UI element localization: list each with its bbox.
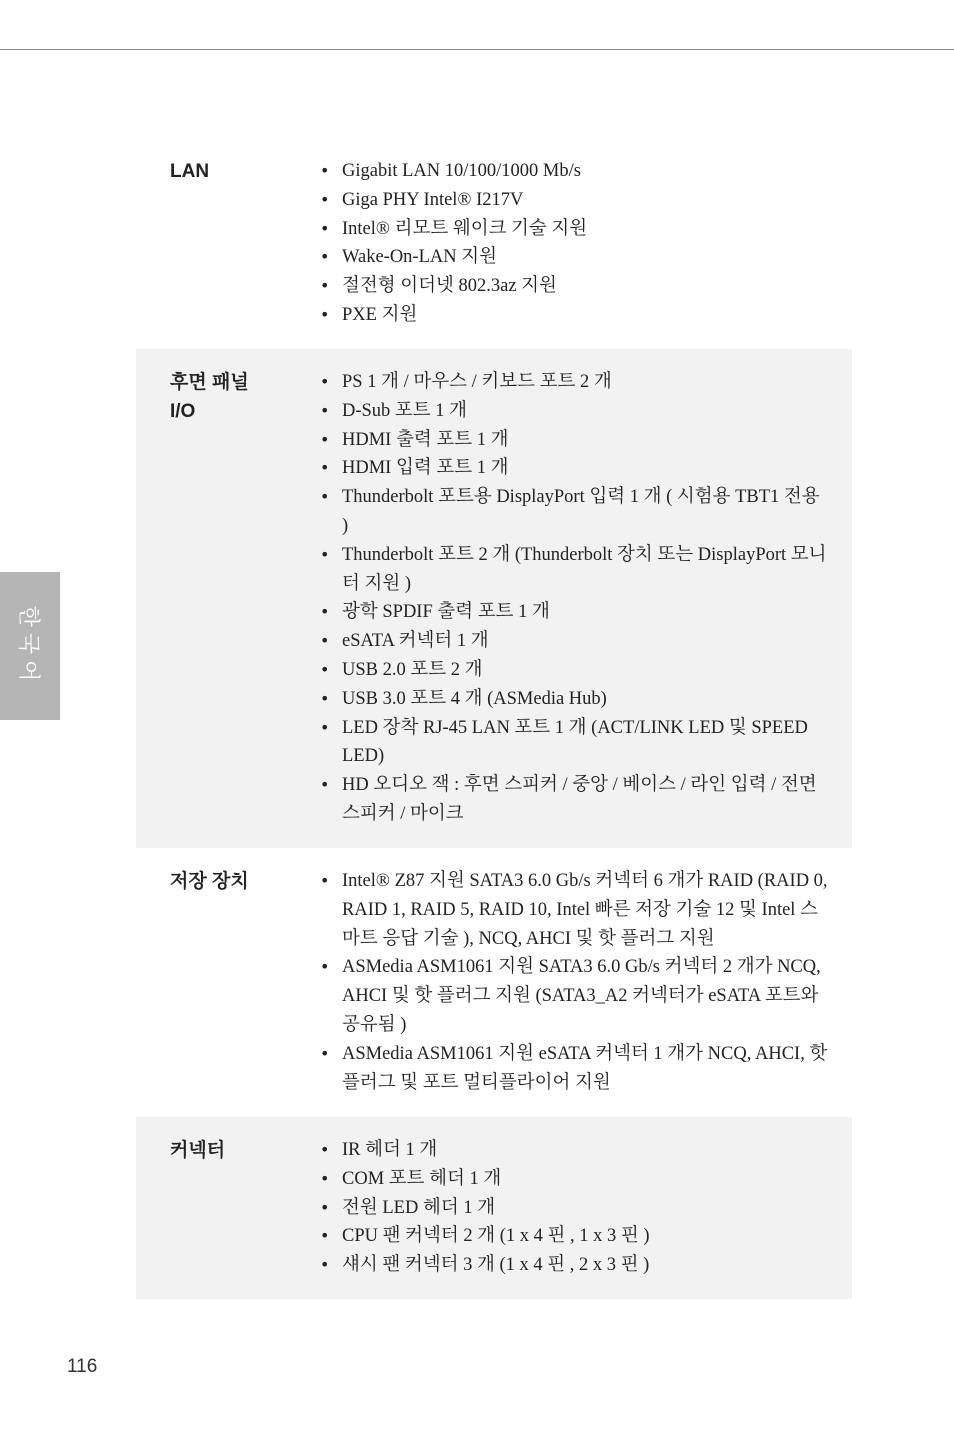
section-label-line: 후면 패널 xyxy=(170,372,249,393)
section-label xyxy=(170,368,249,426)
list-item: • IR 헤더 1 개 xyxy=(342,1136,828,1165)
list-item: • HDMI 출력 포트 1 개 xyxy=(342,426,828,455)
list-item: • ASMedia ASM1061 지원 SATA3 6.0 Gb/s 커넥터 2 개가 NCQ, AHCI 및 핫 플러그 지원 (SATA3_A2 커넥터가 eSATA 포트와 공유됨 ) xyxy=(342,953,828,1039)
list-item: • Giga PHY Intel® I217V xyxy=(342,186,828,215)
list-item: • D-Sub 포트 1 개 xyxy=(342,397,828,426)
section-label xyxy=(170,1136,225,1165)
list-item: • Intel® 리모트 웨이크 기술 지원 xyxy=(342,215,828,244)
list-item: • Wake-On-LAN 지원 xyxy=(342,243,828,272)
list-item: • 광학 SPDIF 출력 포트 1 개 xyxy=(342,598,828,627)
list-item: • USB 3.0 포트 4 개 (ASMedia Hub) xyxy=(342,685,828,714)
spec-list xyxy=(342,867,828,1097)
page-number: 116 xyxy=(67,1356,98,1377)
spec-section-lan xyxy=(136,148,852,338)
list-item: • COM 포트 헤더 1 개 xyxy=(342,1165,828,1194)
list-item: • HD 오디오 잭 : 후면 스피커 / 중앙 / 베이스 / 라인 입력 / 전면 스피커 / 마이크 xyxy=(342,771,828,829)
list-item: • 절전형 이더넷 802.3az 지원 xyxy=(342,272,828,301)
spec-section-rear-panel-io xyxy=(136,349,852,848)
list-item: • Thunderbolt 포트용 DisplayPort 입력 1 개 ( 시험용 TBT1 전용 ) xyxy=(342,483,828,541)
language-tab-label: 한국어 xyxy=(15,605,41,687)
spec-section-connectors xyxy=(136,1117,852,1299)
list-item: • Thunderbolt 포트 2 개 (Thunderbolt 장치 또는 DisplayPort 모니터 지원 ) xyxy=(342,541,828,599)
spec-list xyxy=(342,1136,828,1280)
section-label-line: 저장 장치 xyxy=(170,871,249,892)
list-item: • ASMedia ASM1061 지원 eSATA 커넥터 1 개가 NCQ, AHCI, 핫 플러그 및 포트 멀티플라이어 지원 xyxy=(342,1040,828,1098)
spec-list xyxy=(342,368,828,829)
list-item: • USB 2.0 포트 2 개 xyxy=(342,656,828,685)
list-item: • Intel® Z87 지원 SATA3 6.0 Gb/s 커넥터 6 개가 RAID (RAID 0, RAID 1, RAID 5, RAID 10, Intel 빠른 저장 기술 12 및 Intel 스마트 응답 기술 ), NCQ, AHCI 및 핫 플러그 지원 xyxy=(342,867,828,953)
language-side-tab xyxy=(0,572,60,720)
section-label-line: 커넥터 xyxy=(170,1140,226,1161)
list-item: • LED 장착 RJ-45 LAN 포트 1 개 (ACT/LINK LED 및 SPEED LED) xyxy=(342,714,828,772)
list-item: • PS 1 개 / 마우스 / 키보드 포트 2 개 xyxy=(342,368,828,397)
list-item: • HDMI 입력 포트 1 개 xyxy=(342,454,828,483)
section-label xyxy=(170,867,249,896)
list-item: • CPU 팬 커넥터 2 개 (1 x 4 핀 , 1 x 3 핀 ) xyxy=(342,1222,828,1251)
section-label-line: I/O xyxy=(170,401,196,422)
list-item: • 전원 LED 헤더 1 개 xyxy=(342,1194,828,1223)
spec-list xyxy=(342,157,828,330)
section-label-line: LAN xyxy=(170,161,210,182)
list-item: • PXE 지원 xyxy=(342,301,828,330)
section-label xyxy=(170,157,209,186)
list-item: • Gigabit LAN 10/100/1000 Mb/s xyxy=(342,157,828,186)
list-item: • eSATA 커넥터 1 개 xyxy=(342,627,828,656)
list-item: • 섀시 팬 커넥터 3 개 (1 x 4 핀 , 2 x 3 핀 ) xyxy=(342,1251,828,1280)
header-rule xyxy=(0,49,954,50)
spec-section-storage xyxy=(136,858,852,1108)
